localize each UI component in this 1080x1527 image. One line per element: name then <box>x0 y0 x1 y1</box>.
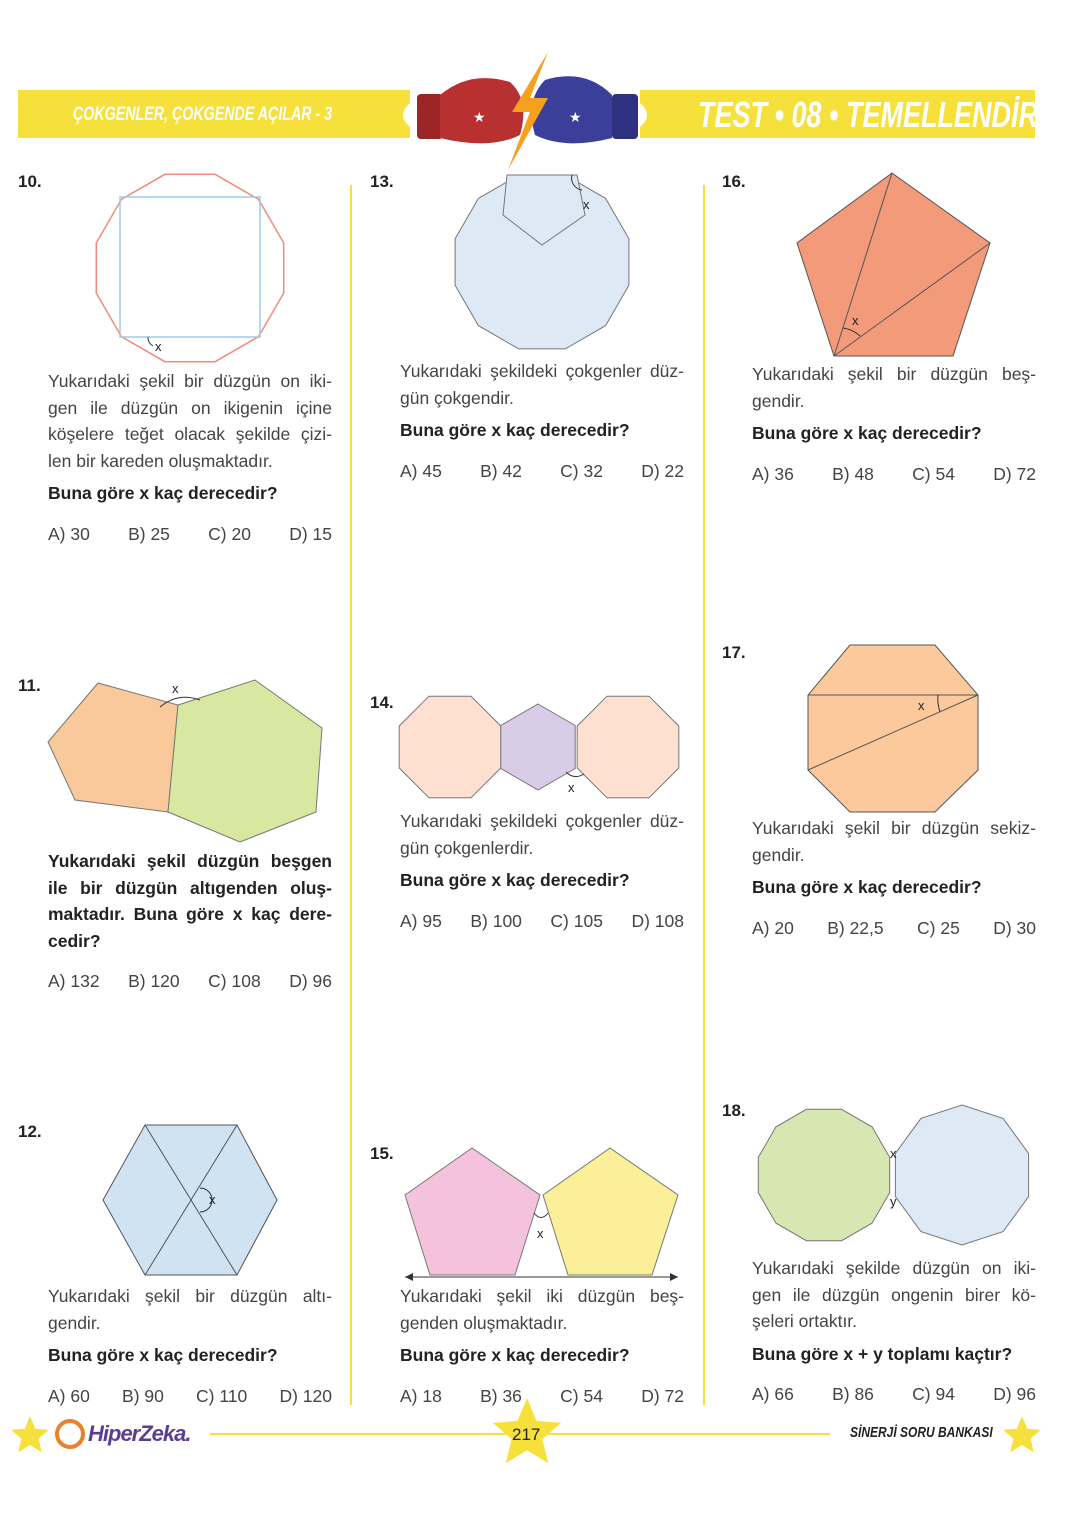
question-prompt <box>752 420 1036 447</box>
prompt-line: Yukarıdaki şekil düzgün beşgen <box>48 851 332 871</box>
regular-polygon <box>501 704 575 790</box>
question-number: 17. <box>722 643 746 662</box>
answer-option[interactable]: D) 96 <box>289 971 332 991</box>
prompt-line: Buna göre x kaç derecedir? <box>400 420 630 440</box>
question-text <box>752 1255 1036 1408</box>
answer-options <box>400 1383 684 1410</box>
prompt-line: Buna göre x kaç derecedir? <box>752 877 982 897</box>
question-line: gün çokgendir. <box>400 387 514 408</box>
question-prompt <box>752 1341 1036 1368</box>
question-line: gün çokgenlerdir. <box>400 837 534 858</box>
star-icon <box>11 1416 49 1452</box>
question-line: Yukarıdaki şekil iki düzgün beş- <box>400 1286 684 1306</box>
answer-option[interactable]: A) 20 <box>752 917 794 938</box>
answer-option[interactable]: B) 90 <box>122 1385 164 1406</box>
answer-options <box>48 968 332 995</box>
figure-shape <box>543 1148 678 1275</box>
answer-option[interactable]: A) 45 <box>400 460 442 481</box>
figure-18 <box>758 1105 1028 1245</box>
answer-options <box>400 908 684 935</box>
answer-option[interactable]: C) 32 <box>560 460 603 481</box>
question-number: 12. <box>18 1122 42 1141</box>
answer-option[interactable]: A) 132 <box>48 971 100 991</box>
question-line: Yukarıdaki şekilde düzgün on iki- <box>752 1258 1036 1278</box>
question-line: genden oluşmaktadır. <box>400 1312 568 1333</box>
prompt-line: Buna göre x kaç derecedir? <box>400 870 630 890</box>
answer-option[interactable]: C) 110 <box>196 1385 248 1406</box>
figure-17 <box>808 645 978 812</box>
regular-polygon <box>577 696 679 798</box>
angle-label: x <box>568 780 575 795</box>
section-title: ÇOKGENLER, ÇOKGENDE AÇILAR - 3 <box>73 104 333 125</box>
question-text <box>48 848 332 995</box>
question-line: gendir. <box>752 844 805 865</box>
question-line: len bir kareden oluşmaktadır. <box>48 450 273 471</box>
figure-12 <box>103 1125 277 1275</box>
prompt-line: cedir? <box>48 930 101 951</box>
figure-shape <box>808 645 978 812</box>
answer-option[interactable]: B) 22,5 <box>827 917 884 938</box>
prompt-line: Buna göre x kaç derecedir? <box>400 1345 630 1365</box>
question-line: Yukarıdaki şekildeki çokgenler düz- <box>400 361 684 381</box>
figure-shape <box>168 680 322 842</box>
angle-label: x <box>155 339 162 354</box>
answer-options <box>48 521 332 548</box>
answer-option[interactable]: B) 86 <box>832 1384 874 1404</box>
figure-shape <box>103 1125 277 1275</box>
question-prompt <box>48 848 332 954</box>
regular-polygon <box>96 174 283 361</box>
question-line: gen ile düzgün on ikigenin içine <box>48 397 332 418</box>
figure-13 <box>455 175 629 349</box>
answer-option[interactable]: A) 66 <box>752 1384 794 1404</box>
answer-option[interactable]: A) 36 <box>752 463 794 484</box>
page-number: 217 <box>512 1425 541 1444</box>
answer-option[interactable]: C) 25 <box>917 917 960 938</box>
prompt-line: maktadır. Buna göre x kaç dere- <box>48 904 332 924</box>
answer-option[interactable]: D) 108 <box>631 910 684 931</box>
question-text <box>400 808 684 934</box>
question-line: Yukarıdaki şekil bir düzgün beş- <box>752 364 1036 384</box>
question-prompt <box>400 1342 684 1369</box>
question-line: Yukarıdaki şekildeki çokgenler düz- <box>400 811 684 831</box>
figure-11 <box>48 680 322 842</box>
question-text <box>752 815 1036 941</box>
figure-16 <box>797 173 990 356</box>
question-prompt <box>400 867 684 894</box>
answer-options <box>752 915 1036 942</box>
question-line: köşelere teğet olacak şekilde çizi- <box>48 424 332 444</box>
answer-option[interactable]: C) 54 <box>912 463 955 484</box>
figure-14 <box>399 696 679 798</box>
question-text <box>400 358 684 484</box>
answer-option[interactable]: D) 15 <box>289 523 332 544</box>
brand-logo: HiperZeka. <box>88 1421 191 1446</box>
question-line: Yukarıdaki şekil bir düzgün altı- <box>48 1286 332 1306</box>
question-line: Yukarıdaki şekil bir düzgün on iki- <box>48 371 332 391</box>
series-name: SİNERJİ SORU BANKASI <box>850 1424 993 1441</box>
figure-15 <box>405 1148 678 1281</box>
angle-label: x <box>852 313 859 328</box>
question-number: 10. <box>18 172 42 191</box>
question-line: gendir. <box>48 1312 101 1333</box>
question-line: Yukarıdaki şekil bir düzgün sekiz- <box>752 818 1036 838</box>
answer-options <box>752 461 1036 488</box>
answer-option[interactable]: A) 18 <box>400 1385 442 1406</box>
figure-shape <box>48 683 178 812</box>
answer-option[interactable]: A) 60 <box>48 1385 90 1406</box>
regular-polygon <box>758 1109 889 1240</box>
angle-label: y <box>890 1194 897 1209</box>
angle-label: x <box>918 698 925 713</box>
angle-label: x <box>172 681 179 696</box>
question-prompt <box>48 480 332 507</box>
angle-label: ★ <box>473 109 486 125</box>
answer-option[interactable]: B) 42 <box>480 460 522 481</box>
angle-label: x <box>583 197 590 212</box>
question-number: 18. <box>722 1101 746 1120</box>
figure-shape <box>417 94 443 139</box>
question-number: 16. <box>722 172 746 191</box>
figure-10 <box>96 174 283 361</box>
answer-option[interactable]: B) 36 <box>480 1385 522 1406</box>
answer-option[interactable]: C) 94 <box>912 1384 955 1404</box>
answer-options <box>752 1381 1036 1408</box>
question-text <box>48 368 332 547</box>
answer-option[interactable]: B) 100 <box>470 910 522 931</box>
angle-label: x <box>209 1192 216 1207</box>
answer-option[interactable]: D) 72 <box>993 463 1036 484</box>
answer-option[interactable]: A) 95 <box>400 910 442 931</box>
question-prompt <box>400 417 684 444</box>
question-number: 15. <box>370 1144 394 1163</box>
question-number: 11. <box>18 676 41 695</box>
test-title: TEST • 08 • TEMELLENDİRME <box>698 94 1079 135</box>
boxing-gloves-icon <box>403 52 647 170</box>
answer-option[interactable]: C) 54 <box>560 1385 603 1406</box>
answer-option[interactable]: D) 30 <box>993 917 1036 938</box>
figure-shape <box>534 1213 548 1218</box>
answer-option[interactable]: D) 22 <box>641 460 684 481</box>
answer-option[interactable]: D) 120 <box>279 1385 332 1406</box>
answer-option[interactable]: C) 105 <box>550 910 603 931</box>
question-number: 14. <box>370 693 394 712</box>
answer-options <box>400 458 684 485</box>
answer-option[interactable]: C) 20 <box>208 523 251 544</box>
answer-option[interactable]: A) 30 <box>48 523 90 544</box>
answer-option[interactable]: C) 108 <box>208 971 261 991</box>
figure-shape <box>405 1148 540 1275</box>
question-prompt <box>752 874 1036 901</box>
question-number: 13. <box>370 172 394 191</box>
question-text <box>400 1283 684 1409</box>
figure-shape <box>612 94 638 139</box>
question-line: gendir. <box>752 390 805 411</box>
answer-option[interactable]: D) 96 <box>993 1384 1036 1404</box>
regular-polygon <box>895 1105 1028 1245</box>
question-line: gen ile düzgün ongenin birer kö- <box>752 1284 1036 1305</box>
question-line: şeleri ortaktır. <box>752 1311 858 1331</box>
question-text <box>752 361 1036 487</box>
prompt-line: Buna göre x + y toplamı kaçtır? <box>752 1343 1013 1364</box>
question-prompt <box>48 1342 332 1369</box>
prompt-line: Buna göre x kaç derecedir? <box>48 1345 278 1365</box>
angle-label: x <box>537 1226 544 1241</box>
prompt-line: Buna göre x kaç derecedir? <box>752 423 982 443</box>
answer-option[interactable]: D) 72 <box>641 1385 684 1406</box>
answer-options <box>48 1383 332 1410</box>
answer-option[interactable]: B) 25 <box>128 523 170 544</box>
prompt-line: ile bir düzgün altıgenden oluş- <box>48 877 332 898</box>
regular-polygon <box>399 696 501 798</box>
answer-option[interactable]: B) 48 <box>832 463 874 484</box>
star-icon <box>1003 1416 1041 1452</box>
angle-label: ★ <box>569 109 582 125</box>
angle-label: x <box>890 1146 897 1161</box>
brand-logo-icon <box>57 1421 83 1447</box>
prompt-line: Buna göre x kaç derecedir? <box>48 483 278 503</box>
answer-option[interactable]: B) 120 <box>128 971 180 991</box>
question-text <box>48 1283 332 1409</box>
